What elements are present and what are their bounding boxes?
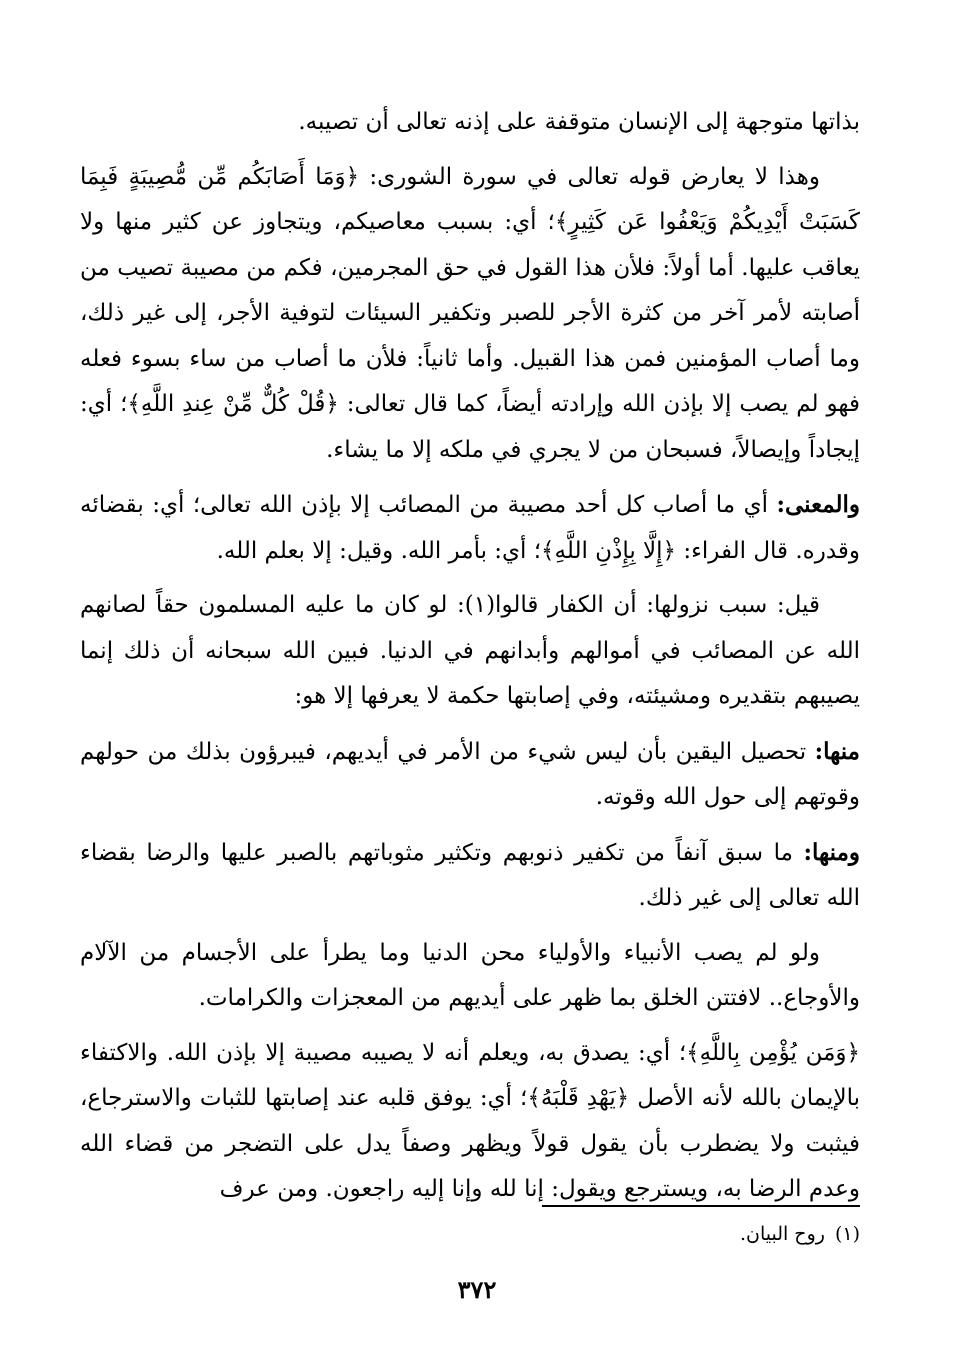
footnote-number: (١) xyxy=(834,1223,860,1245)
paragraph-text: أي ما أصاب كل أحد مصيبة من المصائب إلا بإذن الله تعالى؛ أي: بقضائه وقدره. قال الفراء: ﴿إِلَّا بِإِذْنِ اللَّهِ﴾؛ أي: بأمر الله. وقيل: إلا بعلم الله. xyxy=(80,492,860,564)
paragraph-1 xyxy=(80,100,860,146)
page-body xyxy=(80,100,860,1222)
page-number: ٣٧٢ xyxy=(457,1275,497,1304)
paragraph-2 xyxy=(80,155,860,474)
paragraph-7 xyxy=(80,931,860,1022)
paragraph-8 xyxy=(80,1031,860,1213)
footnote xyxy=(460,1220,860,1248)
paragraph-text: ﴿وَمَن يُؤْمِن بِاللَّهِ﴾؛ أي: يصدق به، ويعلم أنه لا يصيبه مصيبة إلا بإذن الله. والاكتفاء بالإيمان بالله لأنه الأصل ﴿يَهْدِ قَلْبَهُ﴾؛ أي: يوفق قلبه عند إصابتها للثبات والاسترجاع، فيثبت ولا يضطرب بأن يقول قولاً ويظهر وصفاً يدل على التضجر من قضاء الله وعدم الرضا به، ويسترجع ويقول: إنا لله وإنا إليه راجعون. ومن عرف xyxy=(80,1039,860,1202)
paragraph-text: وهذا لا يعارض قوله تعالى في سورة الشورى: ﴿وَمَا أَصَابَكُم مِّن مُّصِيبَةٍ فَبِمَا كَسَبَتْ أَيْدِيكُمْ وَيَعْفُوا عَن كَثِيرٍ﴾؛ أي: بسبب معاصيكم، ويتجاوز عن كثير منها ولا يعاقب عليها. أما أولاً: فلأن هذا القول في حق المجرمين، فكم من مصيبة تصيب من أصابته لأمر آخر من كثرة الأجر للصبر وتكفير السيئات لتوفية الأجر، إلى غير ذلك، وما أصاب المؤمنين فمن هذا القبيل. وأما ثانياً: فلأن ما أصاب من ساء بسوء فعله فهو لم يصب إلا بإذن الله وإرادته أيضاً، كما قال تعالى: ﴿قُلْ كُلٌّ مِّنْ عِندِ اللَّهِ﴾؛ أي: إيجاداً وإيصالاً، فسبحان من لا يجري في ملكه إلا ما يشاء. xyxy=(80,163,860,463)
paragraph-lead: منها: xyxy=(814,737,860,765)
footnote-text: روح البيان. xyxy=(739,1223,825,1245)
paragraph-text: ما سبق آنفاً من تكفير ذنوبهم وتكثير مثوباتهم بالصبر عليها والرضا بقضاء الله تعالى إلى غير ذلك. xyxy=(80,839,860,911)
paragraph-text: ولو لم يصب الأنبياء والأولياء محن الدنيا وما يطرأ على الأجسام من الآلام والأوجاع.. لافتتن الخلق بما ظهر على أيديهم من المعجزات والكرامات. xyxy=(80,939,860,1011)
paragraph-3 xyxy=(80,482,860,574)
paragraph-lead: ومنها: xyxy=(803,838,860,866)
paragraph-lead: والمعنى: xyxy=(776,491,860,518)
paragraph-text: تحصيل اليقين بأن ليس شيء من الأمر في أيديهم، فيبرؤون بذلك من حولهم وقوتهم إلى حول الله وقوته. xyxy=(80,738,860,810)
paragraph-5 xyxy=(80,729,860,821)
paragraph-6 xyxy=(80,830,860,922)
footnote-divider xyxy=(542,1205,860,1207)
paragraph-4 xyxy=(80,583,860,720)
paragraph-text: بذاتها متوجهة إلى الإنسان متوقفة على إذنه تعالى أن تصيبه. xyxy=(298,109,860,135)
paragraph-text: قيل: سبب نزولها: أن الكفار قالوا(١): لو كان ما عليه المسلمون حقاً لصانهم الله عن المصائب في أموالهم وأبدانهم في الدنيا. فبين الله سبحانه أن ذلك إنما يصيبهم بتقديره ومشيئته، وفي إصابتها حكمة لا يعرفها إلا هو: xyxy=(80,592,860,709)
